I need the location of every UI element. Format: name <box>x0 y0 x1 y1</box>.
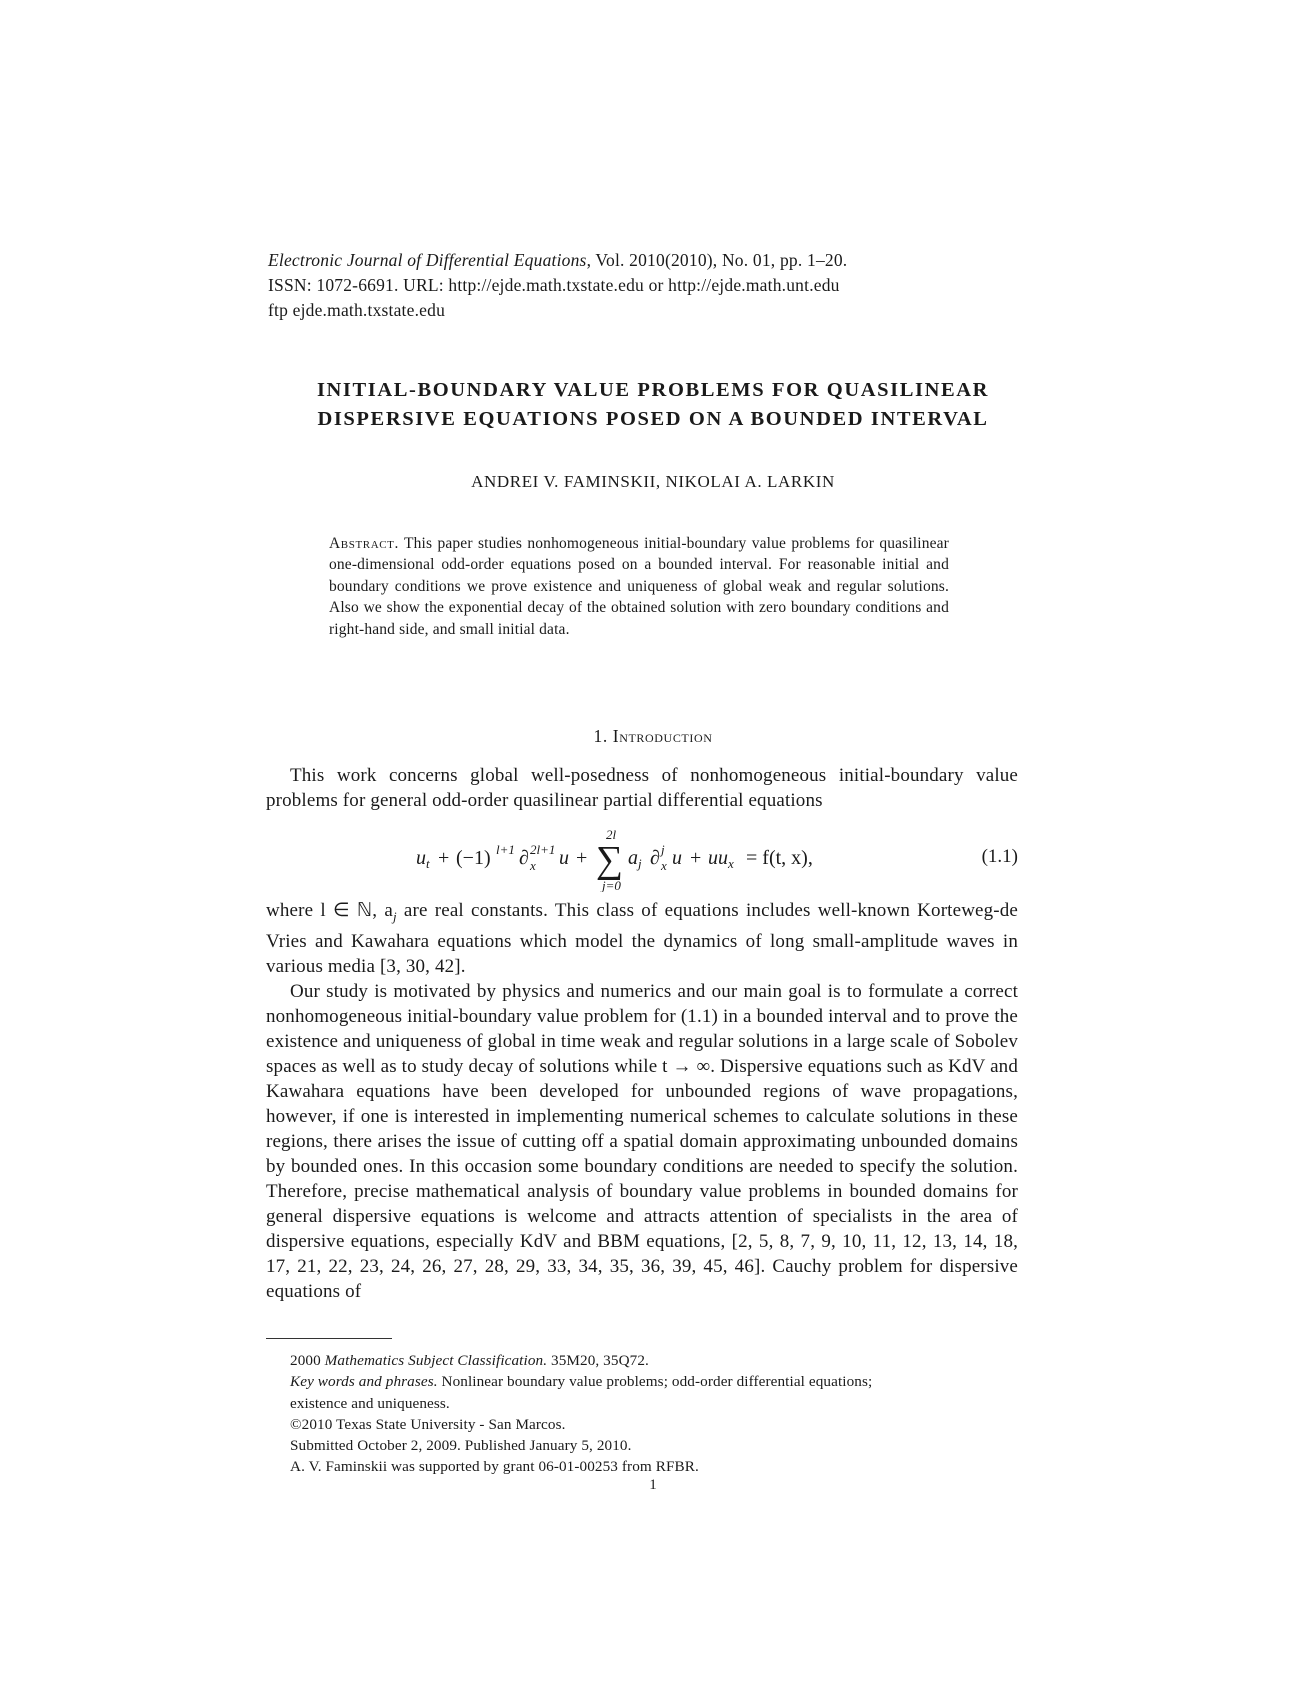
eq-minus-one: (−1) <box>456 847 491 869</box>
eq-partial: ∂ <box>519 847 529 869</box>
eq-u-2: u <box>672 847 682 869</box>
page-number: 1 <box>649 1477 657 1493</box>
copyright-footnote: ©2010 Texas State University - San Marcos. <box>290 1415 566 1433</box>
msc-label: Mathematics Subject Classification. <box>324 1352 548 1369</box>
section-heading <box>200 726 1106 747</box>
eq-sum-sign: ∑ <box>596 839 624 881</box>
abstract-text: This paper studies nonhomogeneous initial-boundary value problems for quasilinear one-dimensional odd-order equations posed on a bounded interval. For reasonable initial and boundary conditions we prove existence and uniqueness of global weak and regular solutions. Also we show the exponential decay of the obtained solution with zero boundary conditions and right-hand side, and small initial data. <box>329 535 949 638</box>
intro-paragraph-2 <box>266 898 1018 1304</box>
equation-formula <box>416 826 936 892</box>
eq-uux: $uu_x$ <box>708 847 734 871</box>
paragraph-2-rest: are real constants. This class of equations includes well-known Korteweg-de Vries and Kawahara equations which model the dynamics of long small-amplitude waves in various media [3, 30, 42]. <box>266 900 1019 977</box>
keywords-footnote <box>290 1371 1020 1392</box>
eq-partial-j-sup: j <box>661 842 665 857</box>
ftp-line: ftp ejde.math.txstate.edu <box>268 300 446 320</box>
section-number: 1. <box>593 726 608 746</box>
msc-value: 35M20, 35Q72. <box>547 1352 649 1369</box>
paragraph-3: Our study is motivated by physics and numerics and our main goal is to formulate a correct nonhomogeneous initial-boundary value problem for (1.1) in a bounded interval and to prove the existence and uniqueness of global in time weak and regular solutions in a large scale of Sobolev spaces as well as to study decay of solutions while t → ∞. Dispersive equations such as KdV and Kawahara equations have been developed for unbounded regions of wave propagations, however, if one is interested in implementing numerical schemes to calculate solutions in these regions, there arises the issue of cutting off a spatial domain approximating unbounded domains by bounded ones. In this occasion some boundary conditions are needed to specify the solution. Therefore, precise mathematical analysis of boundary value problems in bounded domains for general dispersive equations is welcome and attracts attention of specialists in the area of dispersive equations, especially KdV and BBM equations, [2, 5, 8, 7, 9, 10, 11, 12, 13, 14, 18, 17, 21, 22, 23, 24, 26, 27, 28, 29, 33, 34, 35, 36, 39, 45, 46]. Cauchy problem for dispersive equations of <box>266 980 1018 1302</box>
equation-1-1 <box>266 826 1018 892</box>
citation-line <box>268 248 1048 273</box>
grant-footnote: A. V. Faminskii was supported by grant 06-01-00253 from RFBR. <box>290 1458 699 1476</box>
eq-u-t: $u_t$ <box>416 847 430 871</box>
eq-plus-1: + <box>438 847 450 869</box>
paragraph-2-start: where l ∈ ℕ, a <box>266 900 393 921</box>
eq-exp-l1: l+1 <box>496 842 515 857</box>
equation-number: (1.1) <box>981 846 1018 867</box>
abstract <box>329 533 949 640</box>
msc-footnote <box>290 1350 1020 1371</box>
keywords-label: Key words and phrases. <box>290 1373 438 1391</box>
eq-sum-upper: 2l <box>606 827 617 842</box>
paragraph-2: where l ∈ ℕ, $a_j$ are real constants. This class of equations includes well-known Korteweg-de Vries and Kawahara equations which model the dynamics of long small-amplitude waves in various media [3, 30, 42]. <box>266 900 1019 977</box>
journal-name: Electronic Journal of Differential Equations <box>268 250 587 270</box>
authors: ANDREI V. FAMINSKII, NIKOLAI A. LARKIN <box>471 472 835 491</box>
footnotes <box>290 1350 1020 1478</box>
eq-aj: $a_j$ <box>628 847 642 871</box>
footnote-rule <box>266 1338 392 1339</box>
eq-plus-2: + <box>576 847 588 869</box>
citation-details: , Vol. 2010(2010), No. 01, pp. 1–20. <box>586 250 848 270</box>
eq-u: u <box>559 847 569 869</box>
eq-sum-lower: j=0 <box>602 878 621 892</box>
section-title: Introduction <box>612 726 713 746</box>
eq-partial-sup: 2l+1 <box>530 842 556 857</box>
eq-partial-j: ∂ <box>650 847 660 869</box>
eq-partial-sub: x <box>530 858 536 873</box>
abstract-label: Abstract. <box>329 535 399 552</box>
msc-year: 2000 <box>290 1352 325 1369</box>
eq-rhs: = f(t, x), <box>746 847 813 869</box>
intro-paragraph-1 <box>266 763 1018 813</box>
journal-header <box>268 248 1048 323</box>
keywords-value: Nonlinear boundary value problems; odd-order differential equations; <box>437 1373 873 1391</box>
keywords-continued: existence and uniqueness. <box>290 1394 450 1412</box>
eq-partial-j-sub: x <box>661 858 667 873</box>
paper-title <box>200 376 1106 434</box>
title-line-1: INITIAL-BOUNDARY VALUE PROBLEMS FOR QUASILINEAR <box>316 379 990 401</box>
paragraph-1: This work concerns global well-posedness of nonhomogeneous initial-boundary value problems for general odd-order quasilinear partial differential equations <box>266 765 1018 811</box>
submission-footnote: Submitted October 2, 2009. Published January 5, 2010. <box>290 1437 632 1455</box>
eq-plus-3: + <box>690 847 702 869</box>
title-line-2: DISPERSIVE EQUATIONS POSED ON A BOUNDED INTERVAL <box>317 408 989 430</box>
issn-line: ISSN: 1072-6691. URL: http://ejde.math.txstate.edu or http://ejde.math.unt.edu <box>268 275 840 295</box>
